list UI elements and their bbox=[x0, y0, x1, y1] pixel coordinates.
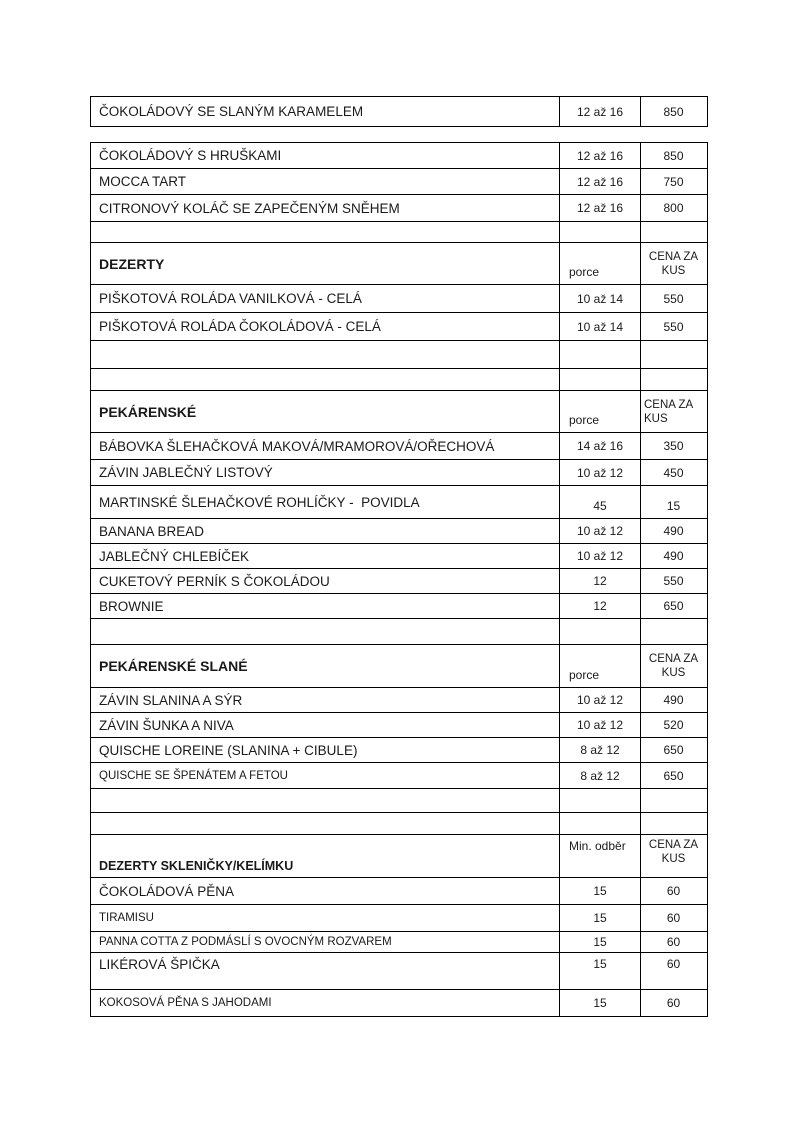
price-row bbox=[91, 169, 707, 195]
price-column-header-line2: KUS bbox=[661, 667, 686, 679]
empty-cell bbox=[640, 789, 706, 812]
empty-cell bbox=[640, 341, 706, 368]
portion-column-header: porce bbox=[559, 243, 640, 284]
price-cell: 850 bbox=[640, 97, 706, 126]
empty-cell bbox=[640, 619, 706, 644]
portion-cell: 8 až 12 bbox=[559, 738, 640, 762]
section-title: DEZERTY SKLENIČKY/KELÍMKU bbox=[99, 859, 294, 873]
item-name-cell: KOKOSOVÁ PĚNA S JAHODAMI bbox=[99, 997, 272, 1009]
price-row bbox=[91, 953, 707, 990]
empty-cell bbox=[91, 619, 559, 644]
price-row bbox=[91, 688, 707, 713]
price-row bbox=[91, 486, 707, 519]
portion-cell: 12 až 16 bbox=[559, 195, 640, 221]
item-name-cell: QUISCHE SE ŠPENÁTEM A FETOU bbox=[99, 769, 288, 782]
item-name-cell: ZÁVIN ŠUNKA A NIVA bbox=[99, 717, 234, 733]
price-row bbox=[91, 738, 707, 763]
item-name-cell: ZÁVIN SLANINA A SÝR bbox=[99, 692, 243, 708]
empty-cell bbox=[559, 789, 640, 812]
empty-cell bbox=[559, 341, 640, 368]
portion-cell: 10 až 14 bbox=[559, 313, 640, 340]
price-column-header-line2: KUS bbox=[644, 412, 668, 425]
empty-row bbox=[91, 369, 707, 391]
price-column-header-line1: CENA ZA bbox=[648, 839, 699, 851]
price-cell: 490 bbox=[640, 544, 706, 568]
price-row bbox=[91, 990, 707, 1016]
item-name-cell: PANNA COTTA Z PODMÁSLÍ S OVOCNÝM ROZVAREM bbox=[99, 936, 392, 948]
price-row bbox=[91, 460, 707, 486]
item-name-cell: TIRAMISU bbox=[99, 912, 154, 924]
price-table-main bbox=[90, 142, 708, 1017]
price-cell: 750 bbox=[640, 169, 706, 194]
portion-cell: 10 až 12 bbox=[559, 544, 640, 568]
portion-cell: 15 bbox=[559, 905, 640, 931]
price-cell: 60 bbox=[640, 990, 706, 1016]
portion-cell: 12 až 16 bbox=[559, 97, 640, 126]
price-cell: 450 bbox=[640, 460, 706, 485]
portion-cell: 10 až 14 bbox=[559, 285, 640, 312]
empty-cell bbox=[559, 813, 640, 834]
item-name-cell: MARTINSKÉ ŠLEHAČKOVÉ ROHLÍČKY - POVIDLA bbox=[99, 494, 420, 510]
item-name-cell: ČOKOLÁDOVÝ S HRUŠKAMI bbox=[99, 148, 282, 163]
portion-column-header: Min. odběr bbox=[559, 835, 640, 877]
price-row bbox=[91, 433, 707, 460]
price-column-header-line2: KUS bbox=[661, 853, 686, 865]
price-row bbox=[91, 313, 707, 341]
portion-column-header: porce bbox=[559, 645, 640, 687]
section-header-row bbox=[91, 243, 707, 285]
empty-cell bbox=[91, 789, 559, 812]
empty-cell bbox=[91, 369, 559, 390]
price-row bbox=[91, 569, 707, 594]
item-name-cell: BÁBOVKA ŠLEHAČKOVÁ MAKOVÁ/MRAMOROVÁ/OŘECHOVÁ bbox=[99, 438, 495, 454]
price-cell: 550 bbox=[640, 569, 706, 593]
empty-cell bbox=[91, 222, 559, 242]
price-row bbox=[91, 932, 707, 953]
price-cell: 60 bbox=[640, 932, 706, 952]
item-name-cell: JABLEČNÝ CHLEBÍČEK bbox=[99, 548, 250, 564]
portion-cell: 12 až 16 bbox=[559, 143, 640, 168]
price-cell: 800 bbox=[640, 195, 706, 221]
item-name-cell: QUISCHE LOREINE (SLANINA + CIBULE) bbox=[99, 742, 358, 758]
price-cell: 350 bbox=[640, 433, 706, 459]
price-cell: 490 bbox=[640, 688, 706, 712]
empty-cell bbox=[91, 341, 559, 368]
price-cell: 550 bbox=[640, 285, 706, 312]
item-name-cell: BROWNIE bbox=[99, 598, 164, 614]
section-header-row bbox=[91, 391, 707, 433]
price-column-header bbox=[640, 835, 706, 877]
price-row bbox=[91, 594, 707, 619]
price-row bbox=[91, 285, 707, 313]
item-name-cell: CUKETOVÝ PERNÍK S ČOKOLÁDOU bbox=[99, 573, 330, 589]
price-column-header bbox=[640, 243, 706, 284]
empty-row bbox=[91, 341, 707, 369]
price-cell: 15 bbox=[640, 486, 706, 518]
price-cell: 650 bbox=[640, 594, 706, 618]
portion-cell: 10 až 12 bbox=[559, 688, 640, 712]
price-column-header bbox=[640, 391, 706, 432]
item-name-cell: BANANA BREAD bbox=[99, 523, 205, 539]
price-row bbox=[91, 519, 707, 544]
price-cell: 60 bbox=[640, 953, 706, 989]
section-title: DEZERTY bbox=[99, 255, 165, 272]
portion-cell: 10 až 12 bbox=[559, 460, 640, 485]
item-name-cell: ČOKOLÁDOVÁ PĚNA bbox=[99, 883, 235, 899]
portion-cell: 14 až 16 bbox=[559, 433, 640, 459]
empty-cell bbox=[91, 813, 559, 834]
price-row bbox=[91, 905, 707, 932]
empty-cell bbox=[640, 369, 706, 390]
empty-cell bbox=[559, 369, 640, 390]
section-title: PEKÁRENSKÉ SLANÉ bbox=[99, 658, 248, 674]
empty-cell bbox=[559, 222, 640, 242]
portion-cell: 15 bbox=[559, 990, 640, 1016]
price-row bbox=[91, 713, 707, 738]
price-row bbox=[91, 143, 707, 169]
empty-row bbox=[91, 619, 707, 645]
price-column-header-line1: CENA ZA bbox=[648, 653, 699, 665]
empty-row bbox=[91, 222, 707, 243]
section-title: PEKÁRENSKÉ bbox=[99, 403, 197, 420]
portion-cell: 45 bbox=[559, 486, 640, 518]
portion-cell: 10 až 12 bbox=[559, 519, 640, 543]
item-name-cell: CITRONOVÝ KOLÁČ SE ZAPEČENÝM SNĚHEM bbox=[99, 200, 400, 216]
item-name-cell: PIŠKOTOVÁ ROLÁDA VANILKOVÁ - CELÁ bbox=[99, 291, 362, 306]
price-cell: 490 bbox=[640, 519, 706, 543]
empty-row bbox=[91, 789, 707, 813]
item-name-cell: ČOKOLÁDOVÝ SE SLANÝM KARAMELEM bbox=[99, 104, 364, 119]
price-row bbox=[91, 878, 707, 905]
empty-cell bbox=[640, 813, 706, 834]
price-cell: 550 bbox=[640, 313, 706, 340]
price-column-header-line1: CENA ZA bbox=[648, 250, 699, 263]
empty-cell bbox=[559, 619, 640, 644]
price-row bbox=[91, 195, 707, 222]
portion-cell: 8 až 12 bbox=[559, 763, 640, 788]
item-name-cell: MOCCA TART bbox=[99, 174, 187, 189]
price-column-header bbox=[640, 645, 706, 687]
price-cell: 650 bbox=[640, 763, 706, 788]
portion-cell: 12 bbox=[559, 569, 640, 593]
portion-cell: 15 bbox=[559, 878, 640, 904]
portion-cell: 12 bbox=[559, 594, 640, 618]
price-cell: 60 bbox=[640, 905, 706, 931]
price-table-top bbox=[90, 96, 708, 127]
price-cell: 60 bbox=[640, 878, 706, 904]
section-header-row bbox=[91, 645, 707, 688]
price-column-header-line2: KUS bbox=[661, 264, 686, 277]
price-cell: 520 bbox=[640, 713, 706, 737]
price-column-header-line1: CENA ZA bbox=[644, 398, 694, 411]
portion-column-header: porce bbox=[559, 391, 640, 432]
empty-cell bbox=[640, 222, 706, 242]
item-name-cell: LIKÉROVÁ ŠPIČKA bbox=[99, 957, 220, 972]
price-row bbox=[91, 544, 707, 569]
item-name-cell: ZÁVIN JABLEČNÝ LISTOVÝ bbox=[99, 465, 273, 480]
empty-row bbox=[91, 813, 707, 835]
portion-cell: 15 bbox=[559, 953, 640, 989]
section-header-row bbox=[91, 835, 707, 878]
portion-cell: 15 bbox=[559, 932, 640, 952]
price-row bbox=[91, 763, 707, 789]
portion-cell: 12 až 16 bbox=[559, 169, 640, 194]
portion-cell: 10 až 12 bbox=[559, 713, 640, 737]
price-row bbox=[91, 97, 707, 126]
price-cell: 650 bbox=[640, 738, 706, 762]
item-name-cell: PIŠKOTOVÁ ROLÁDA ČOKOLÁDOVÁ - CELÁ bbox=[99, 319, 381, 334]
price-cell: 850 bbox=[640, 143, 706, 168]
